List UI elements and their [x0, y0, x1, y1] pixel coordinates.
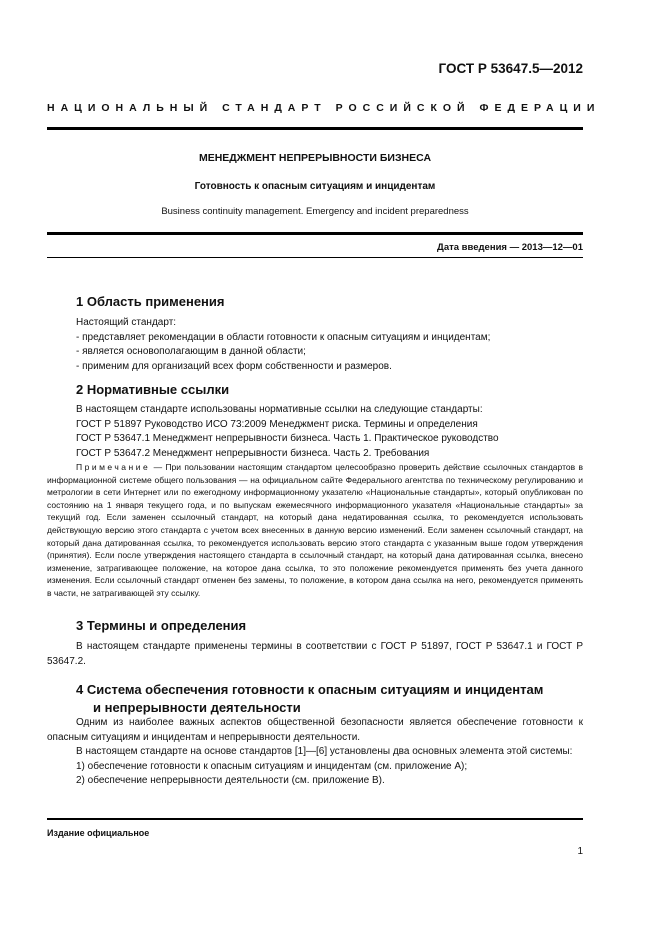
reference-item: ГОСТ Р 51897 Руководство ИСО 73:2009 Менеджмент риска. Термины и определения [76, 418, 478, 430]
document-title: МЕНЕДЖМЕНТ НЕПРЕРЫВНОСТИ БИЗНЕСА [198, 152, 432, 164]
section-1-intro: Настоящий стандарт: [76, 317, 177, 328]
reference-item: ГОСТ Р 53647.2 Менеджмент непрерывности бизнеса. Часть 2. Требования [76, 447, 430, 459]
section-4-paragraph-1: Одним из наиболее важных аспектов общественной безопасности является обеспечение готовности к опасным ситуациям и инцидентам и непрерывности деятельности. [47, 717, 583, 743]
list-item: - является основополагающим в данной области; [76, 346, 306, 357]
section-4-paragraph-2: В настоящем стандарте на основе стандартов [1]—[6] установлены два основных элемента этой системы: [76, 746, 573, 757]
section-4-heading-line-2: и непрерывности деятельности [93, 700, 301, 715]
english-title: Business continuity management. Emergency and incident preparedness [161, 206, 469, 217]
official-edition-label: Издание официальное [47, 828, 150, 838]
note-text: — При пользовании настоящим стандартом целесообразно проверить действие ссылочных стандартов в информационной системе общего пользования — на официальном сайте Федерального агентства по техническому регулированию и метрологии в сети Интернет или по ежегодному информационному указателю «Национальные стандарты», который опубликован по состоянию на 1 января текущего года, и по выпускам ежемесячного информационного указателя «Национальные стандарты» за текущий год. Если заменен ссылочный стандарт, на который дана недатированная ссылка, то рекомендуется использовать действующую версию этого стандарта с учетом всех внесенных в данную версию изменений. Если заменен ссылочный стандарт, на который дана датированная ссылка, то рекомендуется использовать версию этого стандарта с указанным выше годом утверждения (принятия). Если после утверждения настоящего стандарта в ссылочный стандарт, на который дана датированная ссылка, внесено изменение, затрагивающее положение, на которое дана ссылка, то это положение рекомендуется применять без учета данного изменения. Если ссылочный стандарт отменен без замены, то положение, в котором дана ссылка на него, рекомендуется применять в части, не затрагивающей эту ссылку. [47, 462, 583, 598]
standard-name: НАЦИОНАЛЬНЫЙ СТАНДАРТ РОССИЙСКОЙ ФЕДЕРАЦИИ [47, 102, 601, 114]
section-1-body [47, 316, 583, 374]
list-item: 2) обеспечение непрерывности деятельности (см. приложение В). [76, 775, 385, 786]
section-4-body [47, 716, 583, 789]
section-3-text: В настоящем стандарте применены термины в соответствии с ГОСТ Р 51897, ГОСТ Р 53647.1 и ГОСТ Р 53647.2. [47, 641, 583, 667]
section-3-heading: 3 Термины и определения [76, 618, 247, 633]
page-number: 1 [577, 846, 583, 857]
document-subtitle: Готовность к опасным ситуациям и инцидентам [194, 181, 436, 192]
reference-item: ГОСТ Р 53647.1 Менеджмент непрерывности бизнеса. Часть 1. Практическое руководство [76, 433, 499, 444]
list-item: - представляет рекомендации в области готовности к опасным ситуациям и инцидентам; [76, 331, 491, 343]
title-rule [47, 232, 583, 235]
section-2-heading: 2 Нормативные ссылки [76, 382, 230, 397]
section-2-intro: В настоящем стандарте использованы нормативные ссылки на следующие стандарты: [76, 404, 483, 415]
date-rule [47, 257, 583, 258]
section-1-heading: 1 Область применения [76, 294, 225, 309]
document-code: ГОСТ Р 53647.5—2012 [438, 61, 583, 76]
list-item: - применим для организаций всех форм собственности и размеров. [76, 360, 392, 372]
list-item: 1) обеспечение готовности к опасным ситуациям и инцидентам (см. приложение А); [76, 760, 468, 772]
top-rule [47, 127, 583, 130]
section-3-body [47, 640, 583, 669]
section-4-heading [76, 681, 543, 717]
section-4-heading-line-1: 4 Система обеспечения готовности к опасным ситуациям и инцидентам [76, 682, 544, 697]
section-2-body [47, 403, 583, 600]
reference-note [47, 461, 583, 600]
footer-rule [47, 818, 583, 820]
note-label: Примечание [76, 462, 151, 472]
introduction-date: Дата введения — 2013—12—01 [437, 242, 583, 253]
